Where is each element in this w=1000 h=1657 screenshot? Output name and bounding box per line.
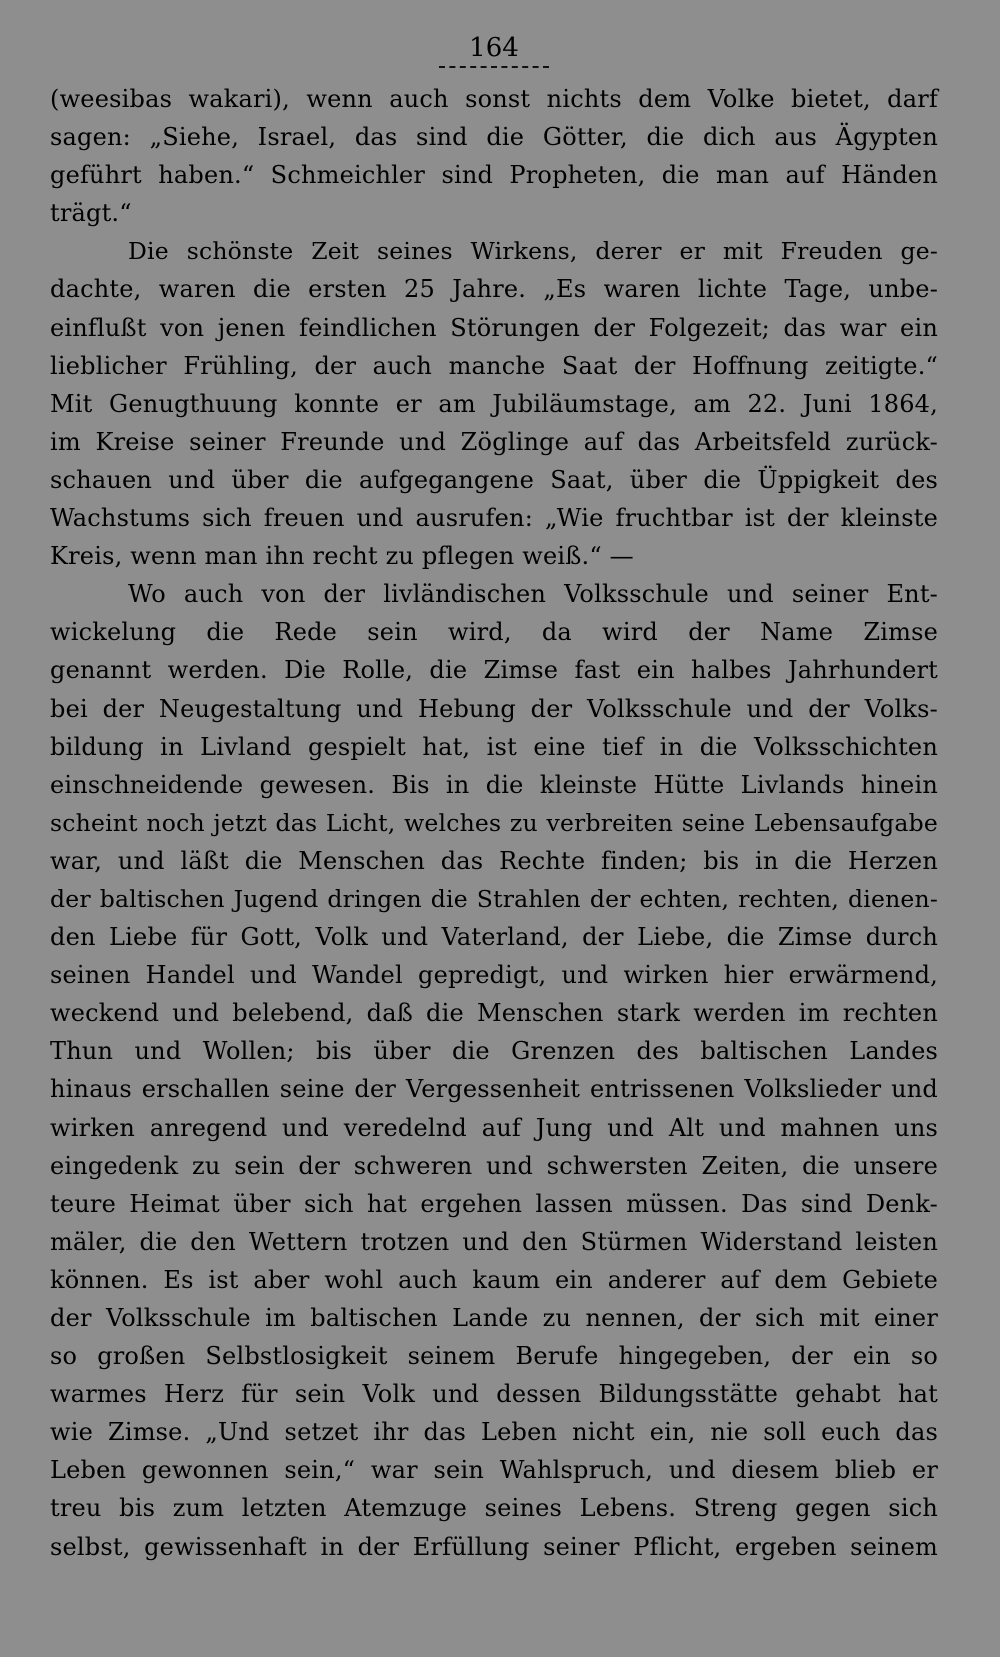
text-line: Wo auch von der livländischen Volksschule und seiner Ent- [128, 580, 938, 609]
book-page [50, 30, 938, 1566]
header-rule [439, 66, 549, 68]
text-line: sagen: „Siehe, Israel, das sind die Götter, die dich aus Ägypten [50, 123, 938, 152]
page-number: 164 [469, 33, 519, 63]
text-line: Thun und Wollen; bis über die Grenzen des baltischen Landes [50, 1037, 938, 1066]
text-line: Wachstums sich freuen und ausrufen: „Wie fruchtbar ist der kleinste [50, 504, 938, 533]
text-line: hinaus erschallen seine der Vergessenheit entrissenen Volkslieder und [50, 1075, 938, 1104]
text-line: dachte, waren die ersten 25 Jahre. „Es waren lichte Tage, unbe- [50, 275, 938, 304]
text-line: Leben gewonnen sein,“ war sein Wahlspruch, und diesem blieb er [50, 1456, 938, 1485]
text-line: treu bis zum letzten Atemzuge seines Lebens. Streng gegen sich [50, 1494, 938, 1523]
text-line: wie Zimse. „Und setzet ihr das Leben nicht ein, nie soll euch das [50, 1418, 938, 1447]
text-line: eingedenk zu sein der schweren und schwersten Zeiten, die unsere [50, 1151, 938, 1180]
text-line: bei der Neugestaltung und Hebung der Volksschule und der Volks- [50, 694, 938, 723]
text-line: können. Es ist aber wohl auch kaum ein anderer auf dem Gebiete [50, 1265, 938, 1294]
text-line: (weesibas wakari), wenn auch sonst nichts dem Volke bietet, darf [50, 85, 938, 113]
text-line: trägt.“ [50, 199, 132, 228]
text-line: weckend und belebend, daß die Menschen stark werden im rechten [50, 999, 938, 1028]
text-line: Kreis, wenn man ihn recht zu pflegen weiß.“ — [50, 542, 634, 571]
text-line: einflußt von jenen feindlichen Störungen der Folgezeit; das war ein [50, 313, 938, 342]
text-line: selbst, gewissenhaft in der Erfüllung seiner Pflicht, ergeben seinem [50, 1532, 938, 1561]
text-line: wickelung die Rede sein wird, da wird der Name Zimse [50, 618, 938, 647]
text-line: der Volksschule im baltischen Lande zu nennen, der sich mit einer [50, 1304, 938, 1332]
text-line: geführt haben.“ Schmeichler sind Propheten, die man auf Händen [50, 161, 938, 190]
text-line: der baltischen Jugend dringen die Strahlen der echten, rechten, dienen- [50, 884, 938, 913]
text-line: Mit Genugthuung konnte er am Jubiläumstage, am 22. Juni 1864, [50, 389, 938, 418]
text-line: im Kreise seiner Freunde und Zöglinge auf das Arbeitsfeld zurück- [50, 427, 938, 456]
text-line: den Liebe für Gott, Volk und Vaterland, der Liebe, die Zimse durch [50, 923, 938, 952]
text-line: war, und läßt die Menschen das Rechte finden; bis in die Herzen [50, 846, 938, 875]
text-line: scheint noch jetzt das Licht, welches zu verbreiten seine Lebensaufgabe [50, 808, 938, 837]
text-line: bildung in Livland gespielt hat, ist eine tief in die Volksschichten [50, 732, 938, 761]
text-line: so großen Selbstlosigkeit seinem Berufe hingegeben, der ein so [50, 1342, 938, 1371]
text-line: teure Heimat über sich hat ergehen lassen müssen. Das sind Denk- [50, 1189, 938, 1218]
text-line: seinen Handel und Wandel gepredigt, und wirken hier erwärmend, [50, 961, 938, 990]
body-text [50, 80, 938, 1566]
text-line: genannt werden. Die Rolle, die Zimse fast ein halbes Jahrhundert [50, 656, 938, 685]
text-line: wirken anregend und veredelnd auf Jung und Alt und mahnen uns [50, 1113, 938, 1142]
text-line: Die schönste Zeit seines Wirkens, derer er mit Freuden ge- [128, 237, 938, 266]
text-line: warmes Herz für sein Volk und dessen Bildungsstätte gehabt hat [50, 1380, 938, 1409]
text-line: einschneidende gewesen. Bis in die kleinste Hütte Livlands hinein [50, 770, 938, 799]
text-line: schauen und über die aufgegangene Saat, über die Üppigkeit des [50, 465, 938, 494]
text-line: mäler, die den Wettern trotzen und den Stürmen Widerstand leisten [50, 1227, 938, 1256]
text-line: lieblicher Frühling, der auch manche Saat der Hoffnung zeitigte.“ [50, 351, 938, 380]
